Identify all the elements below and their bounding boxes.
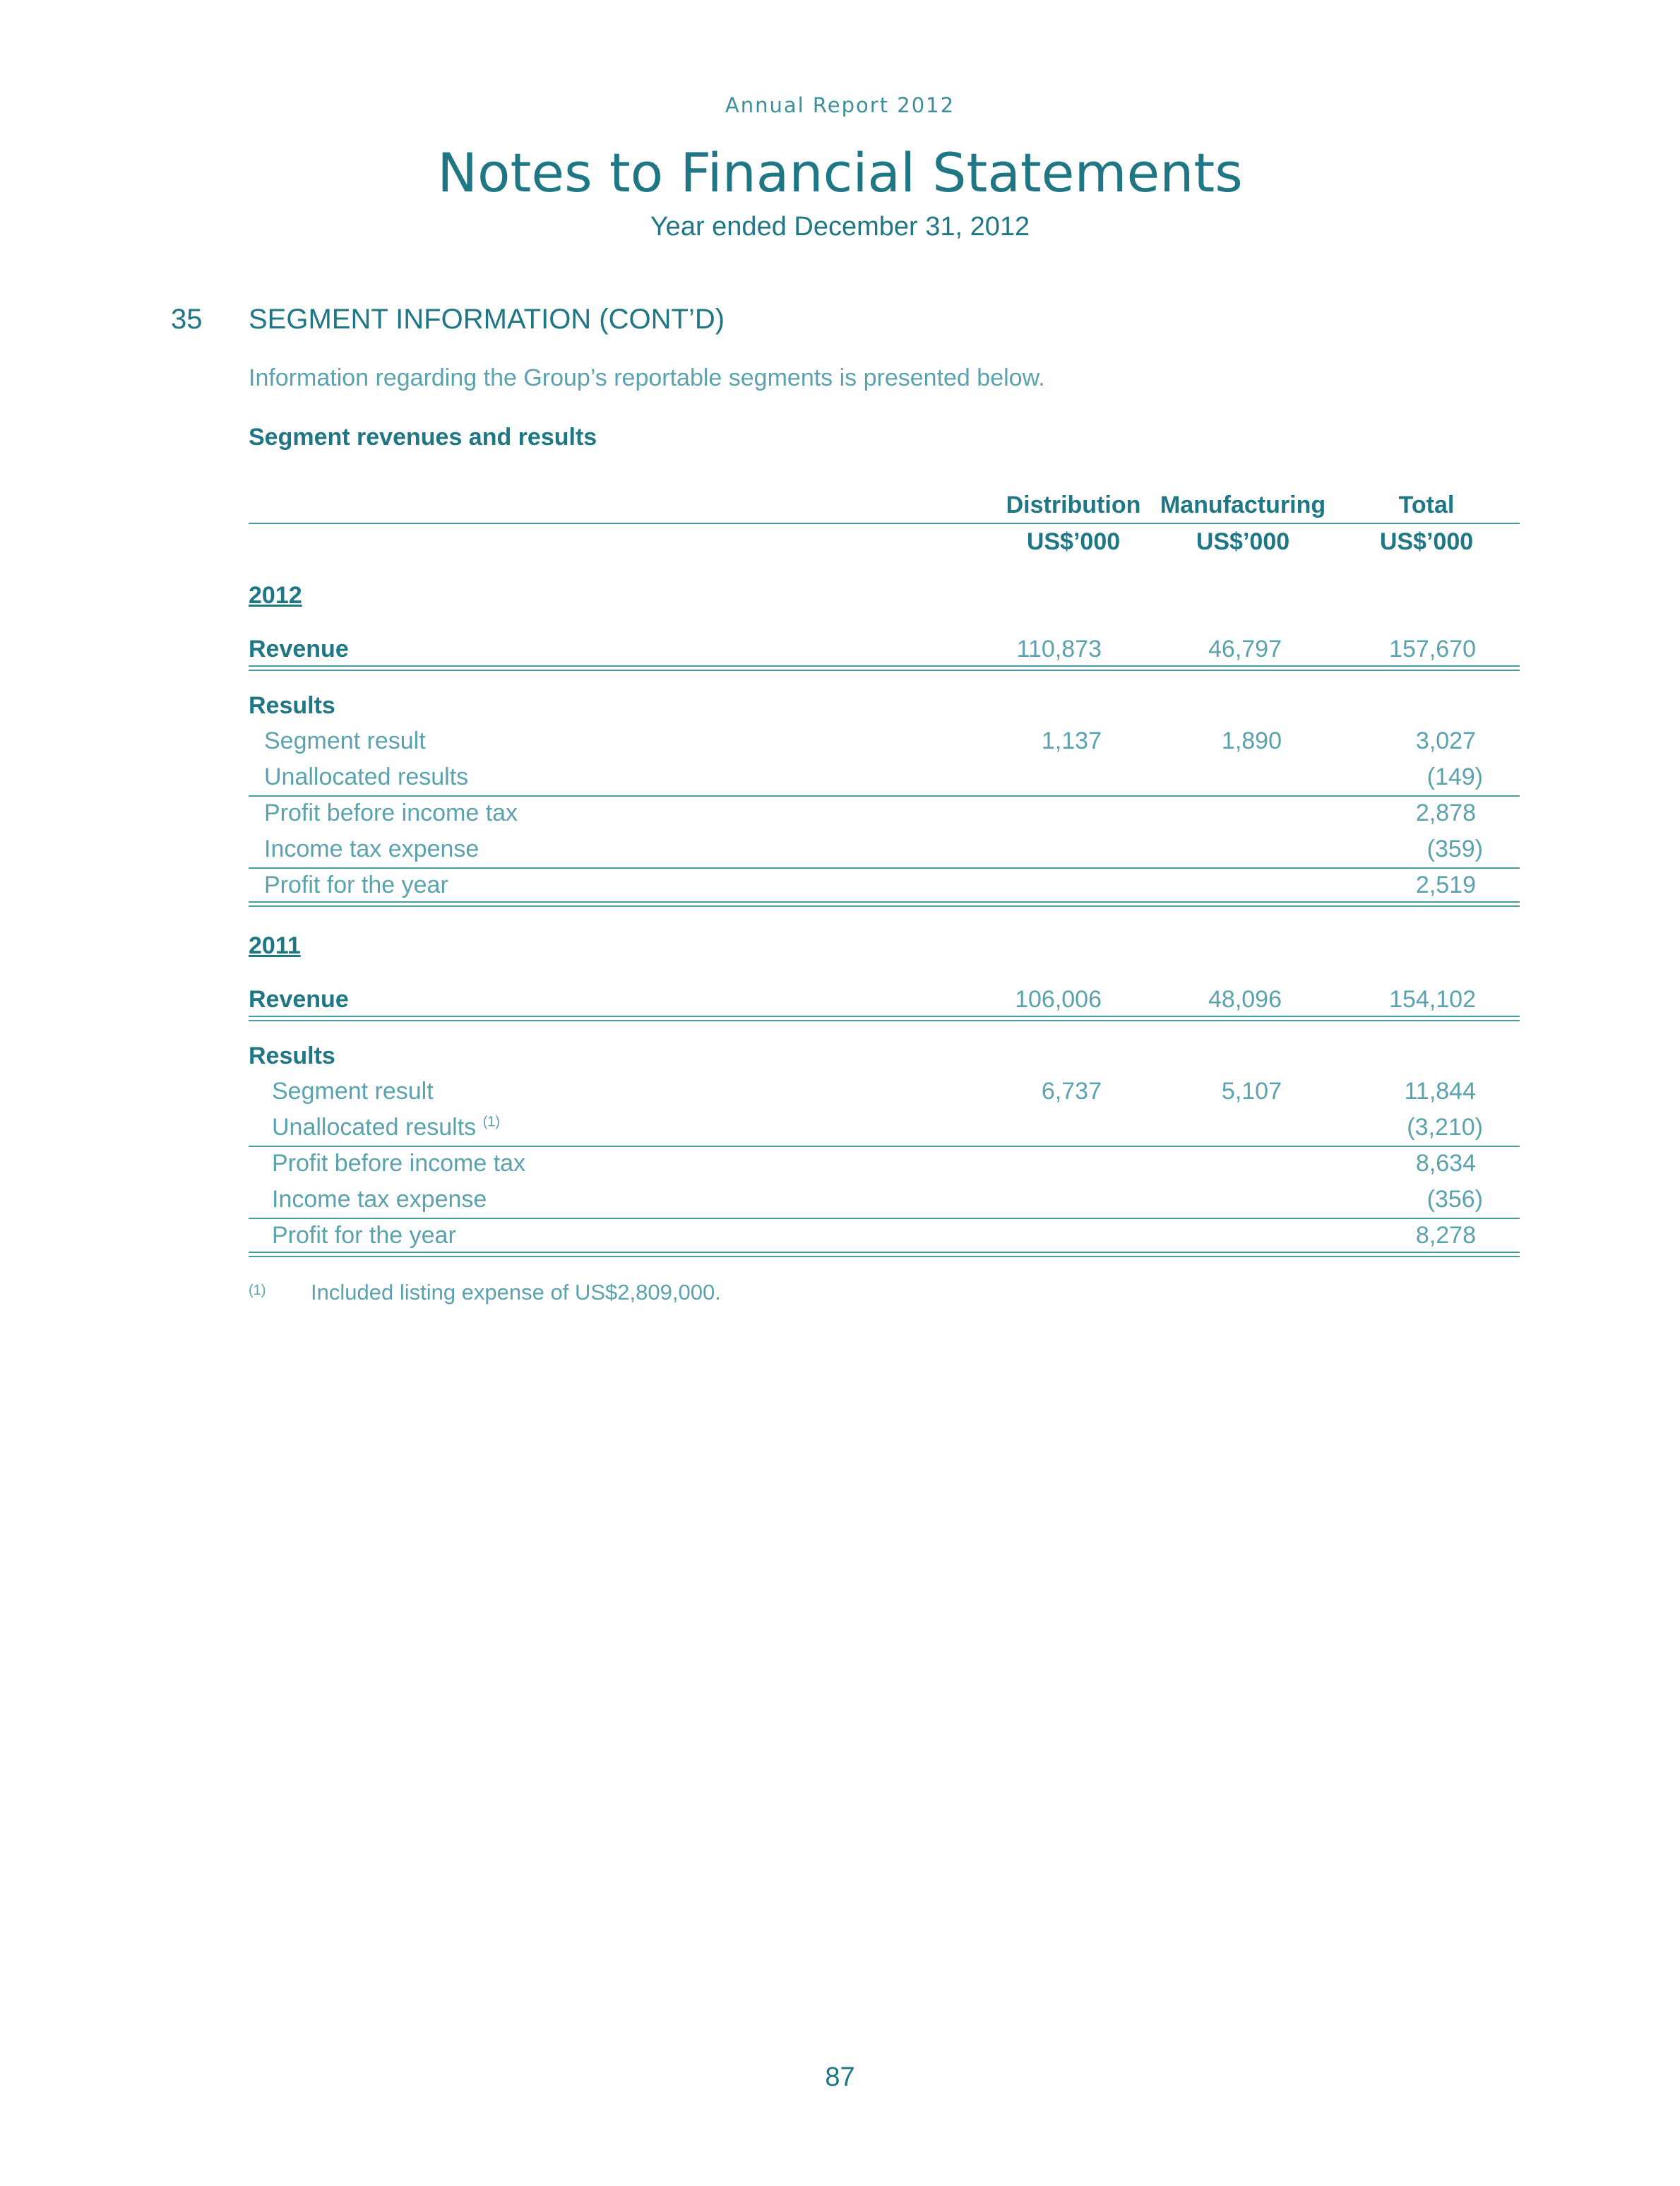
revenue-manufacturing: 48,096 (1208, 986, 1282, 1013)
page-title: Notes to Financial Statements (437, 141, 1243, 204)
row-label: Segment result (272, 1078, 434, 1105)
subtotal-rule (249, 795, 1520, 797)
row-value-total: (359) (1426, 836, 1483, 862)
row-value-total: 3,027 (1415, 727, 1476, 754)
note-number: 35 (171, 304, 203, 335)
row-value-total: 11,844 (1404, 1078, 1476, 1105)
report-label: Annual Report 2012 (725, 93, 955, 117)
column-unit-total: US$’000 (1379, 528, 1474, 555)
row-label: Unallocated results (264, 764, 469, 790)
row-value-total: 2,878 (1415, 800, 1476, 826)
subtotal-rule (249, 1146, 1520, 1147)
revenue-label: Revenue (249, 986, 349, 1013)
header-rule (249, 523, 1520, 524)
results-label: Results (249, 1042, 335, 1069)
row-value-total: (3,210) (1407, 1114, 1483, 1141)
row-label: Profit before income tax (264, 800, 518, 826)
table-title: Segment revenues and results (249, 424, 597, 451)
note-title: SEGMENT INFORMATION (CONT’D) (249, 304, 725, 335)
row-value-manufacturing: 1,890 (1221, 727, 1282, 754)
row-label: Segment result (264, 727, 426, 754)
row-value-distribution: 1,137 (1041, 727, 1102, 754)
row-label-with-footnote (272, 1114, 500, 1141)
row-value-total: 2,519 (1415, 872, 1476, 898)
row-label: Income tax expense (272, 1186, 487, 1213)
revenue-distribution: 106,006 (1015, 986, 1102, 1013)
period-year: 2011 (249, 932, 301, 959)
subtotal-rule (249, 867, 1520, 869)
revenue-label: Revenue (249, 636, 349, 663)
row-label: Profit for the year (272, 1222, 456, 1249)
row-value-total: (149) (1426, 764, 1483, 790)
row-value-total: 8,278 (1415, 1222, 1476, 1249)
column-header-distribution: Distribution (1006, 492, 1141, 518)
page-subtitle: Year ended December 31, 2012 (650, 212, 1030, 242)
subtotal-rule (249, 1218, 1520, 1219)
column-header-manufacturing: Manufacturing (1160, 492, 1326, 518)
page-number: 87 (825, 2062, 855, 2092)
revenue-total: 157,670 (1389, 636, 1476, 663)
results-label: Results (249, 692, 335, 719)
revenue-total: 154,102 (1389, 986, 1476, 1013)
period-year: 2012 (249, 582, 302, 609)
row-value-total: 8,634 (1415, 1150, 1476, 1177)
footnote-mark: (1) (249, 1283, 266, 1298)
revenue-double-rule (249, 665, 1520, 671)
column-unit-distribution: US$’000 (1026, 528, 1121, 555)
revenue-manufacturing: 46,797 (1208, 636, 1282, 663)
row-value-distribution: 6,737 (1041, 1078, 1102, 1105)
column-header-total: Total (1398, 492, 1455, 518)
revenue-distribution: 110,873 (1016, 636, 1102, 663)
total-double-rule (249, 901, 1520, 907)
footnote-reference: (1) (482, 1114, 501, 1130)
revenue-double-rule (249, 1016, 1520, 1021)
row-label: Profit for the year (264, 872, 448, 898)
row-value-manufacturing: 5,107 (1221, 1078, 1282, 1105)
column-unit-manufacturing: US$’000 (1196, 528, 1290, 555)
row-label: Income tax expense (264, 836, 479, 862)
total-double-rule (249, 1252, 1520, 1257)
row-value-total: (356) (1426, 1186, 1483, 1213)
intro-text: Information regarding the Group’s reportable segments is presented below. (249, 364, 1045, 391)
footnote-text: Included listing expense of US$2,809,000. (311, 1280, 721, 1305)
row-label: Profit before income tax (272, 1150, 526, 1177)
row-label: Unallocated results (272, 1114, 477, 1141)
